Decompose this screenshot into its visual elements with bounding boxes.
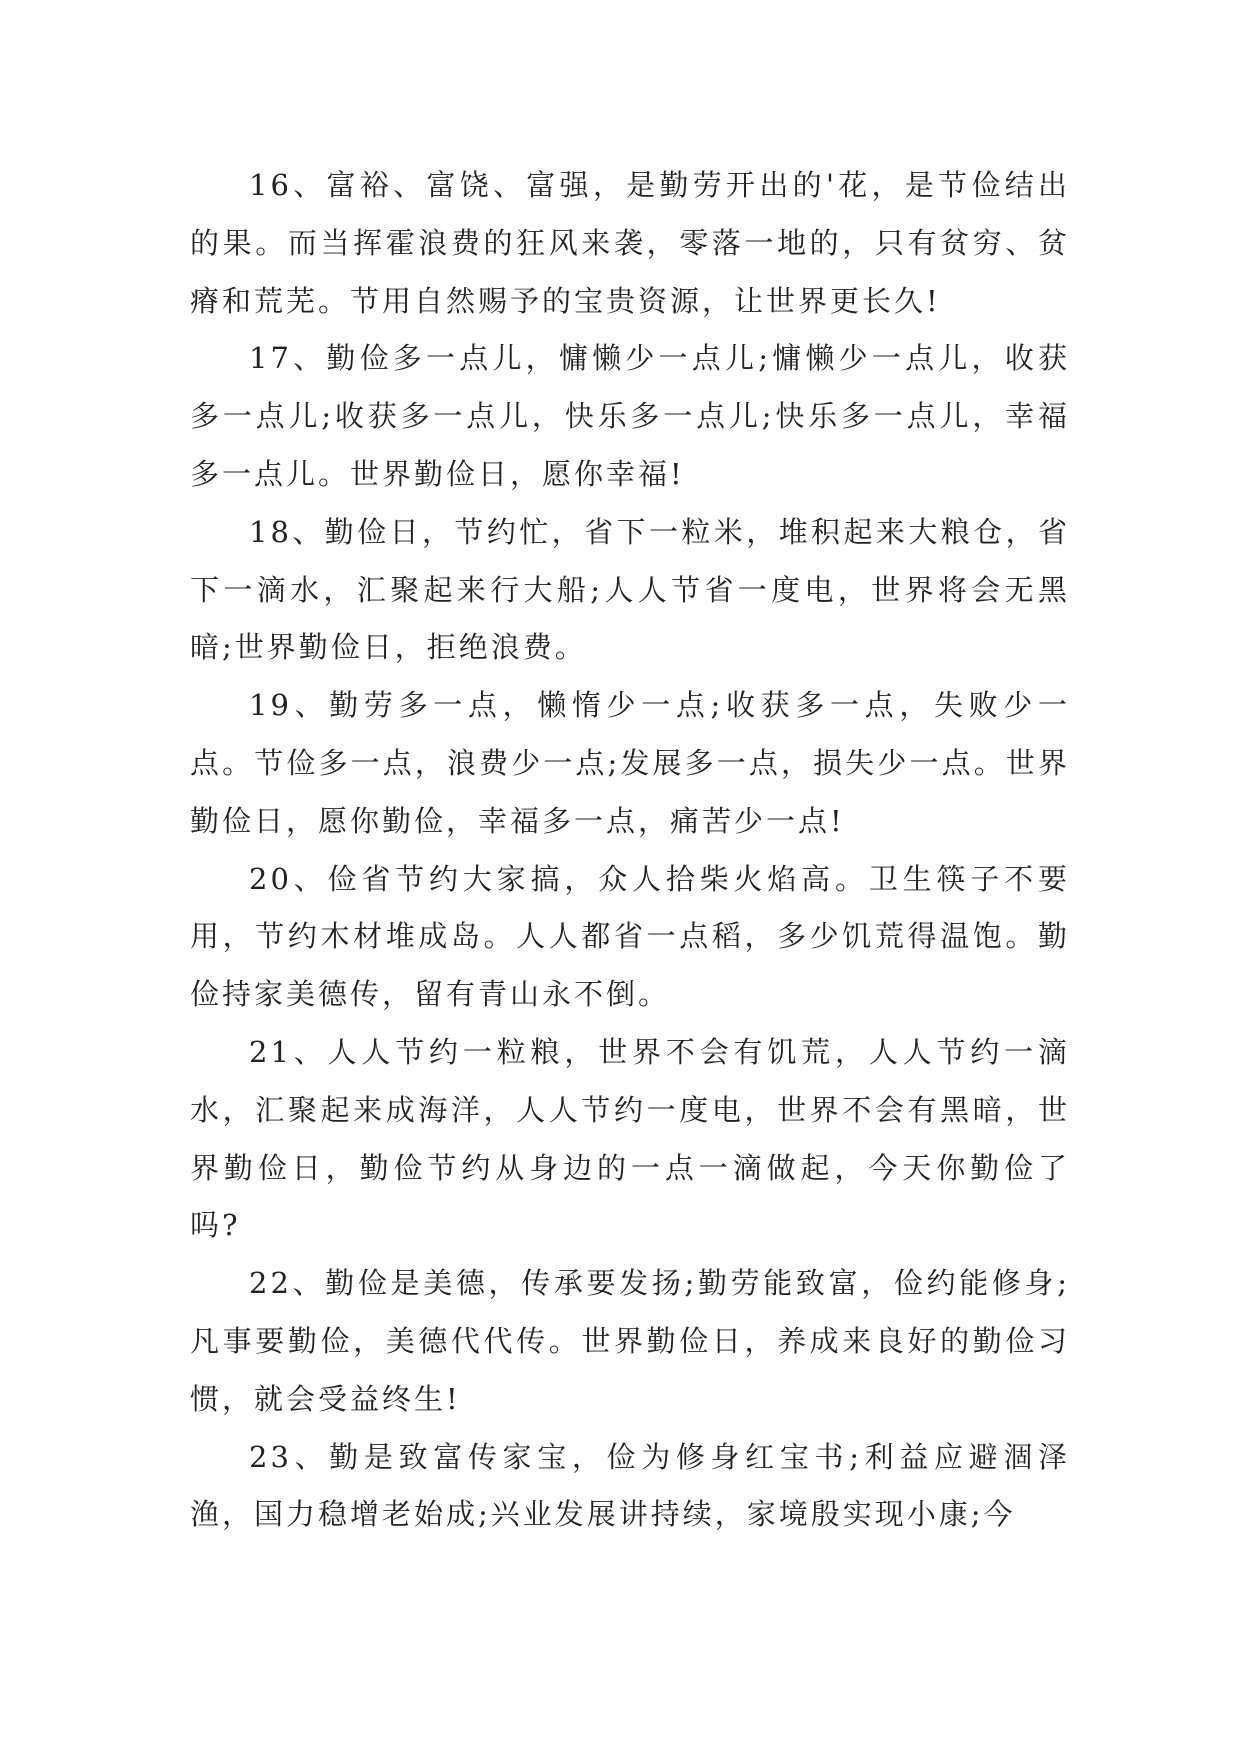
paragraph-17: 17、勤俭多一点儿，慵懒少一点儿;慵懒少一点儿，收获多一点儿;收获多一点儿，快乐多一点儿;快乐多一点儿，幸福多一点儿。世界勤俭日，愿你幸福! <box>190 341 1070 491</box>
paragraph-22: 22、勤俭是美德，传承要发扬;勤劳能致富，俭约能修身;凡事要勤俭，美德代代传。世界勤俭日，养成来良好的勤俭习惯，就会受益终生! <box>190 1266 1070 1416</box>
paragraph-16: 16、富裕、富饶、富强，是勤劳开出的'花，是节俭结出的果。而当挥霍浪费的狂风来袭，零落一地的，只有贫穷、贫瘠和荒芜。节用自然赐予的宝贵资源，让世界更长久! <box>190 168 1070 318</box>
paragraph-19: 19、勤劳多一点，懒惰少一点;收获多一点，失败少一点。节俭多一点，浪费少一点;发展多一点，损失少一点。世界勤俭日，愿你勤俭，幸福多一点，痛苦少一点! <box>190 688 1070 838</box>
paragraph-20: 20、俭省节约大家搞，众人拾柴火焰高。卫生筷子不要用，节约木材堆成岛。人人都省一点稻，多少饥荒得温饱。勤俭持家美德传，留有青山永不倒。 <box>190 861 1070 1012</box>
paragraph-23: 23、勤是致富传家宝，俭为修身红宝书;利益应避涸泽渔，国力稳增老始成;兴业发展讲持续，家境殷实现小康;今 <box>190 1439 1070 1532</box>
paragraph-21: 21、人人节约一粒粮，世界不会有饥荒，人人节约一滴水，汇聚起来成海洋，人人节约一度电，世界不会有黑暗，世界勤俭日，勤俭节约从身边的一点一滴做起，今天你勤俭了吗? <box>190 1034 1070 1243</box>
paragraph-18: 18、勤俭日，节约忙，省下一粒米，堆积起来大粮仓，省下一滴水，汇聚起来行大船;人人节省一度电，世界将会无黑暗;世界勤俭日，拒绝浪费。 <box>190 514 1070 665</box>
document-body <box>190 157 1070 1544</box>
